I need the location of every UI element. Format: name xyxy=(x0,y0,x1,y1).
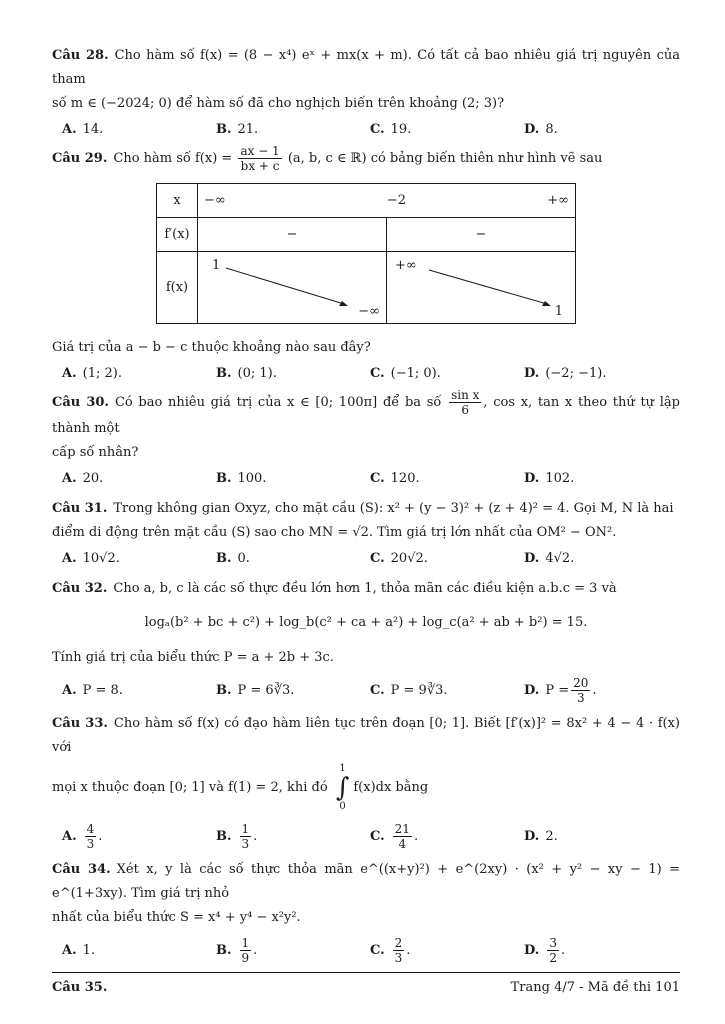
question-30: Câu 30. Có bao nhiêu giá trị của x ∈ [0; 100π] để ba số $\frac{\text{sin x}}{6}$ , cos x, tan x theo thứ tự lập thành một cấp số nhân? xyxy=(52,388,680,460)
option-b: B. $\frac{1}{9}$ . xyxy=(216,935,258,965)
option-c: C. $\frac{21}{4}$ . xyxy=(370,821,419,851)
option-b: B. 100. xyxy=(216,470,267,486)
options-32 xyxy=(52,670,680,710)
option-c: C. (−1; 0). xyxy=(370,365,441,381)
question-33-line2: mọi x thuộc đoạn [0; 1] và f(1) = 2, khi đó 1 ∫ 0 f(x)dx bằng xyxy=(52,762,429,812)
option-a: A. 1. xyxy=(62,942,96,958)
footer-divider xyxy=(52,972,680,973)
option-a: A. 14. xyxy=(62,121,104,137)
option-b: B. $\frac{1}{3}$ . xyxy=(216,821,258,851)
option-c: C. P = 9∛3. xyxy=(370,682,448,698)
option-c: C. 19. xyxy=(370,121,412,137)
option-a: A. (1; 2). xyxy=(62,365,122,381)
fraction: $\frac{ax - 1}{bx + c}$ xyxy=(240,144,280,173)
options-30 xyxy=(52,465,680,491)
option-a: A. $\frac{4}{3}$ . xyxy=(62,821,103,851)
question-32: Câu 32. Cho a, b, c là các số thực đều lớn hơn 1, thỏa mãn các điều kiện a.b.c = 3 và xyxy=(52,581,617,596)
option-b: B. 21. xyxy=(216,121,259,137)
question-number: Câu 29. xyxy=(52,151,108,166)
question-33: Câu 33. Cho hàm số f(x) có đạo hàm liên tục trên đoạn [0; 1]. Biết [f′(x)]² = 8x² + 4 − 4 · f(x) với xyxy=(52,716,680,755)
table-fprime-label: f′(x) xyxy=(157,218,198,252)
options-34 xyxy=(52,930,680,970)
question-number: Câu 31. xyxy=(52,501,108,516)
options-29 xyxy=(52,360,680,386)
question-number: Câu 28. xyxy=(52,48,109,63)
option-d: D. 4√2. xyxy=(524,550,575,566)
option-a: A. P = 8. xyxy=(62,682,123,698)
table-fprime-right: − xyxy=(387,218,576,252)
option-c: C. 20√2. xyxy=(370,550,428,566)
option-a: A. 20. xyxy=(62,470,104,486)
options-31 xyxy=(52,545,680,571)
table-f-label: f(x) xyxy=(157,252,198,324)
option-c: C. $\frac{2}{3}$ . xyxy=(370,935,411,965)
option-d: D. 8. xyxy=(524,121,558,137)
exam-page xyxy=(52,44,680,1000)
option-d: D. (−2; −1). xyxy=(524,365,607,381)
decreasing-arrow-icon xyxy=(387,252,577,324)
table-x-label: x xyxy=(157,184,198,218)
page-footer: Trang 4/7 - Mã đề thi 101 xyxy=(510,980,680,995)
question-number: Câu 33. xyxy=(52,716,108,731)
log-equation: logₐ(b² + bc + c²) + log_b(c² + ca + a²) + log_c(a² + ab + b²) = 15. xyxy=(144,615,588,630)
option-a: A. 10√2. xyxy=(62,550,120,566)
option-b: B. 0. xyxy=(216,550,250,566)
variation-table xyxy=(156,183,576,324)
option-b: B. (0; 1). xyxy=(216,365,277,381)
option-d: D. 2. xyxy=(524,828,558,844)
question-number: Câu 35. xyxy=(52,980,108,995)
question-31: Câu 31. Trong không gian Oxyz, cho mặt cầu (S): x² + (y − 3)² + (z + 4)² = 4. Gọi M, N là hai điểm di động trên mặt cầu (S) sao cho MN = √2. Tìm giá trị lớn nhất của OM² − ON². xyxy=(52,501,674,540)
options-28 xyxy=(52,116,680,142)
question-32-prompt: Tính giá trị của biểu thức P = a + 2b + 3c. xyxy=(52,650,334,665)
option-d: D. P = $\frac{20}{3}$ . xyxy=(524,675,597,705)
option-d: D. $\frac{3}{2}$ . xyxy=(524,935,566,965)
question-34: Câu 34. Xét x, y là các số thực thỏa mãn e^((x+y)²) + e^(2xy) · (x² + y² − xy − 1) = e^(1+3xy). Tìm giá trị nhỏ nhất của biểu thức S = x⁴ + y⁴ − x²y². xyxy=(52,862,680,925)
question-number: Câu 30. xyxy=(52,395,109,410)
integral-sign-icon: 1 ∫ 0 xyxy=(335,762,350,812)
question-29-prompt: Giá trị của a − b − c thuộc khoảng nào sau đây? xyxy=(52,340,371,355)
question-28: Câu 28. Cho hàm số f(x) = (8 − x⁴) eˣ + mx(x + m). Có tất cả bao nhiêu giá trị nguyên của tham số m ∈ (−2024; 0) để hàm số đã cho nghịch biến trên khoảng (2; 3)? xyxy=(52,48,680,111)
options-33 xyxy=(52,816,680,856)
option-d: D. 102. xyxy=(524,470,575,486)
option-b: B. P = 6∛3. xyxy=(216,682,295,698)
table-f-left: 1 −∞ xyxy=(198,252,387,324)
table-fprime-left: − xyxy=(198,218,387,252)
fraction: $\frac{20}{3}$ xyxy=(573,675,589,705)
table-x-row: −∞ −2 +∞ xyxy=(198,184,576,218)
table-f-right: +∞ 1 xyxy=(387,252,576,324)
fraction: $\frac{\text{sin x}}{6}$ xyxy=(451,388,480,417)
question-number: Câu 34. xyxy=(52,862,111,877)
option-c: C. 120. xyxy=(370,470,420,486)
question-number: Câu 32. xyxy=(52,581,108,596)
question-29: Câu 29. Cho hàm số f(x) = $\frac{ax - 1}{bx + c}$ (a, b, c ∈ ℝ) có bảng biến thiên như hình vẽ sau xyxy=(52,144,603,173)
